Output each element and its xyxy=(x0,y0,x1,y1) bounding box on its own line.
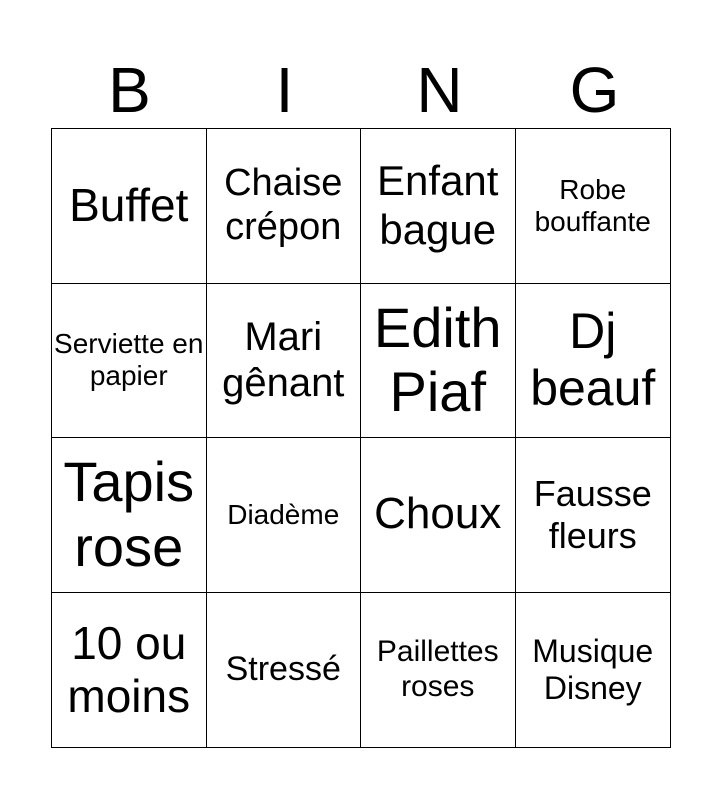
bingo-cell[interactable] xyxy=(516,438,671,593)
bingo-cell[interactable] xyxy=(52,284,207,439)
cell-text: Dj beauf xyxy=(530,302,656,417)
cell-text: Edith Piaf xyxy=(373,295,502,424)
bingo-cell[interactable] xyxy=(207,284,362,439)
bingo-cell[interactable] xyxy=(516,284,671,439)
bingo-cell[interactable] xyxy=(361,284,516,439)
header-letter-b: B xyxy=(108,54,151,126)
bingo-cell[interactable] xyxy=(361,438,516,593)
cell-text: Fausse fleurs xyxy=(533,473,652,556)
bingo-cell[interactable] xyxy=(52,593,207,748)
header-letter-i: I xyxy=(275,54,294,126)
cell-text: Enfant bague xyxy=(377,157,499,253)
bingo-cell[interactable] xyxy=(361,129,516,284)
cell-text: Choux xyxy=(374,489,502,539)
cell-text: Robe bouffante xyxy=(534,173,651,237)
bingo-cell[interactable] xyxy=(207,438,362,593)
bingo-cell[interactable] xyxy=(516,129,671,284)
cell-text: Diadème xyxy=(227,498,340,530)
cell-text: Serviette en papier xyxy=(54,328,204,392)
cell-text: Chaise crépon xyxy=(224,162,343,248)
cell-text: 10 ou moins xyxy=(67,616,191,722)
cell-text: Buffet xyxy=(69,179,189,232)
header-letter-n: N xyxy=(416,54,463,126)
bingo-cell[interactable] xyxy=(52,438,207,593)
bingo-board xyxy=(51,128,671,748)
bingo-cell[interactable] xyxy=(516,593,671,748)
bingo-cell[interactable] xyxy=(361,593,516,748)
cell-text: Tapis rose xyxy=(63,450,195,578)
bingo-cell[interactable] xyxy=(52,129,207,284)
cell-text: Stressé xyxy=(225,650,341,689)
cell-text: Mari gênant xyxy=(222,315,345,406)
bingo-cell[interactable] xyxy=(207,129,362,284)
bingo-cell[interactable] xyxy=(207,593,362,748)
bingo-header xyxy=(52,52,672,128)
header-letter-g: G xyxy=(569,54,620,126)
cell-text: Paillettes roses xyxy=(376,635,499,703)
cell-text: Musique Disney xyxy=(532,632,654,706)
